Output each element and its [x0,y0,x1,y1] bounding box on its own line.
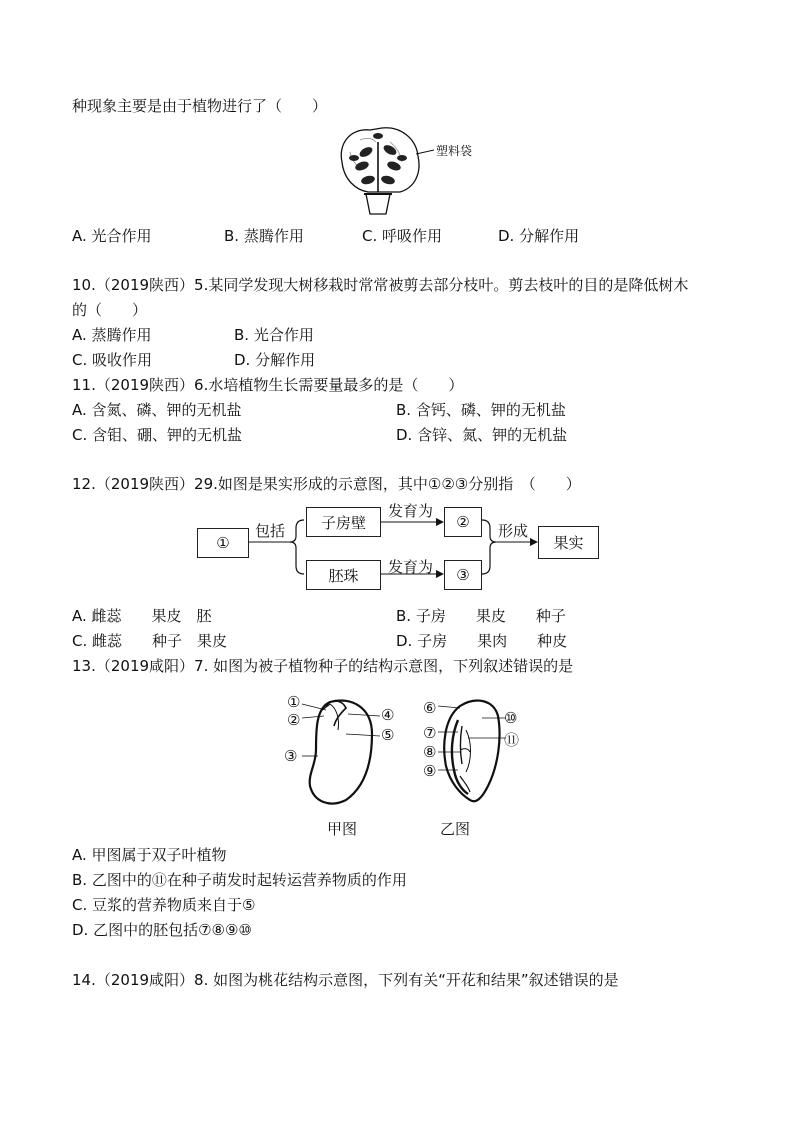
q9-option-b: B. 蒸腾作用 [224,227,304,245]
q14-stem: 14.（2019咸阳）8. 如图为桃花结构示意图，下列有关“开花和结果”叙述错误的是 [72,971,619,989]
q10-stem-line1: 10.（2019陕西）5.某同学发现大树移栽时常常被剪去部分枝叶。剪去枝叶的目的是降低树木 [72,276,689,294]
q10-option-b: B. 光合作用 [234,326,314,344]
diagram-form-label: 形成 [498,522,529,540]
seed-a-label-1: ① [287,693,301,711]
q9-option-c: C. 呼吸作用 [362,227,443,245]
diagram-develop-label-2: 发育为 [388,558,434,576]
q11-option-b: B. 含钙、磷、钾的无机盐 [396,401,566,419]
seed-a-label-4: ④ [381,706,395,724]
diagram-ovary-wall-box: 子房壁 [306,507,381,537]
seed-b-label-10: ⑩ [504,709,518,727]
q12-option-b: B. 子房 果皮 种子 [396,607,566,625]
q13-option-d: D. 乙图中的胚包括⑦⑧⑨⑩ [72,921,252,939]
q11-option-c: C. 含钼、硼、钾的无机盐 [72,426,243,444]
q13-option-c: C. 豆浆的营养物质来自于⑤ [72,896,256,914]
seed-b-label-8: ⑧ [423,743,437,761]
seed-a-label-5: ⑤ [381,726,395,744]
q10-option-a: A. 蒸腾作用 [72,326,152,344]
seed-b-label-6: ⑥ [423,699,437,717]
q12-option-d: D. 子房 果肉 种皮 [396,632,568,650]
q11-option-a: A. 含氮、磷、钾的无机盐 [72,401,242,419]
q13-stem: 13.（2019咸阳）7. 如图为被子植物种子的结构示意图，下列叙述错误的是 [72,657,574,675]
q11-stem: 11.（2019陕西）6.水培植物生长需要量最多的是（ ） [72,376,464,394]
q10-stem-line2: 的（ ） [72,301,148,319]
caption-jia: 甲图 [327,820,358,838]
diagram-fruit-box: 果实 [538,526,599,559]
q9-stem: 种现象主要是由于植物进行了（ ） [72,97,328,115]
diagram-box-2: ② [444,507,482,537]
q10-option-d: D. 分解作用 [234,351,316,369]
q11-option-d: D. 含锌、氮、钾的无机盐 [396,426,568,444]
q12-option-a: A. 雌蕊 果皮 胚 [72,607,212,625]
seed-b-label-7: ⑦ [423,724,437,742]
q10-option-c: C. 吸收作用 [72,351,153,369]
diagram-include-label: 包括 [255,522,286,540]
q13-option-b: B. 乙图中的⑪在种子萌发时起转运营养物质的作用 [72,871,407,889]
seed-a-label-3: ③ [284,747,298,765]
diagram-ovule-box: 胚珠 [306,560,381,590]
diagram-box-1: ① [197,528,249,558]
q13-option-a: A. 甲图属于双子叶植物 [72,846,227,864]
q9-option-d: D. 分解作用 [498,227,580,245]
seed-a-label-2: ② [287,711,301,729]
caption-yi: 乙图 [440,820,471,838]
corn-seed-figure [420,690,530,810]
seed-b-label-11: ⑪ [504,731,520,749]
plastic-bag-label: 塑料袋 [436,144,473,158]
diagram-box-3: ③ [444,560,482,590]
seed-b-label-9: ⑨ [423,762,437,780]
diagram-develop-label-1: 发育为 [388,502,434,520]
q9-option-a: A. 光合作用 [72,227,152,245]
q12-stem: 12.（2019陕西）29.如图是果实形成的示意图，其中①②③分别指 （ ） [72,475,581,493]
q12-option-c: C. 雌蕊 种子 果皮 [72,632,228,650]
